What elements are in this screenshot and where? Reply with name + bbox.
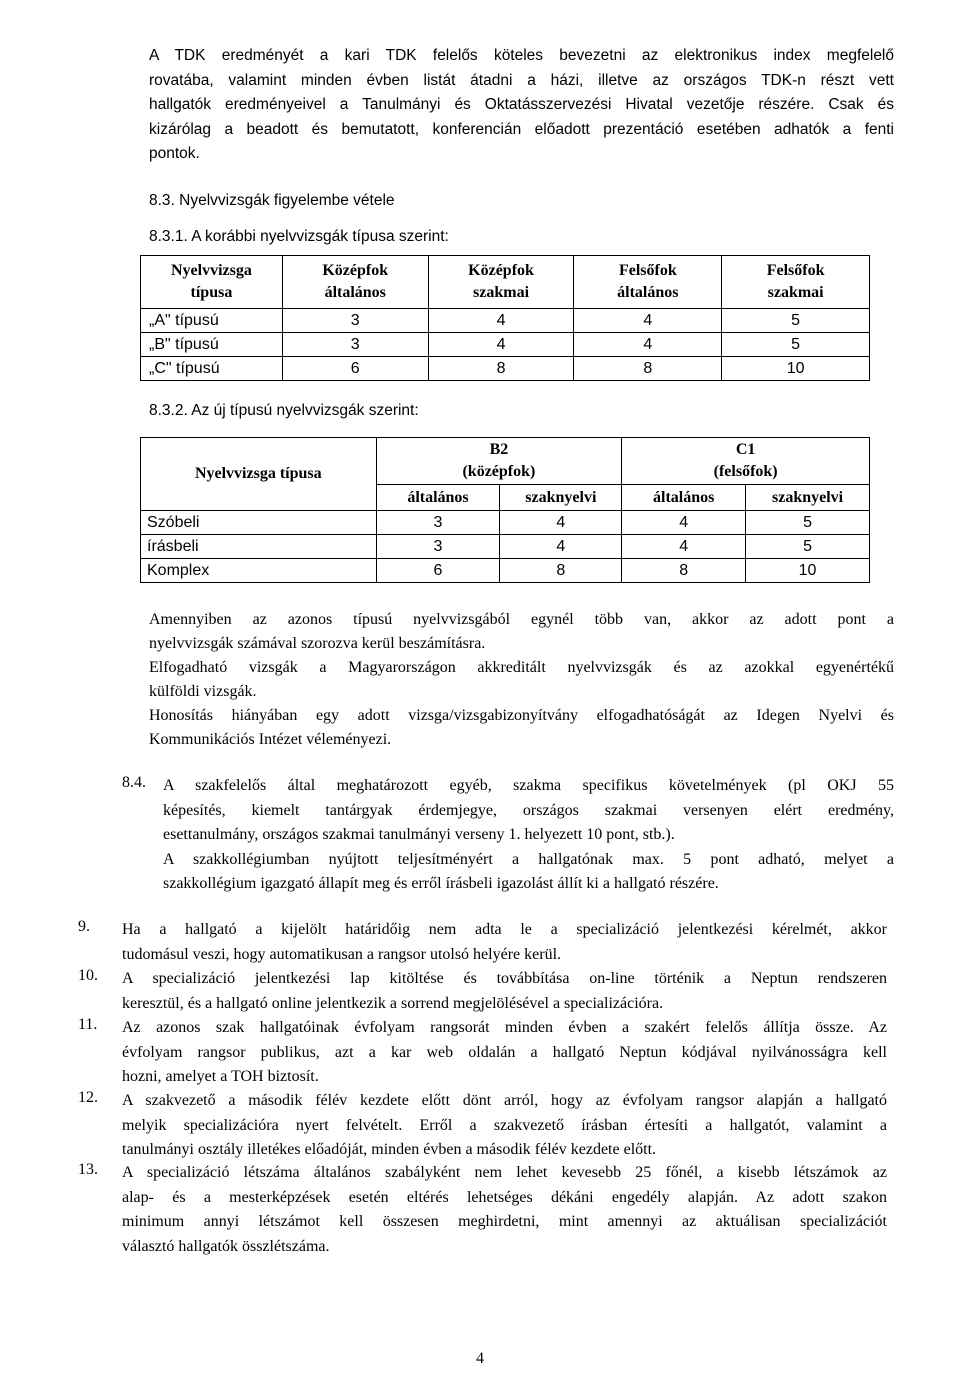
- subheader-cell: szaknyelvi: [500, 485, 622, 511]
- cell: 10: [746, 559, 870, 583]
- cell: 4: [622, 511, 746, 535]
- numbered-item: [122, 1016, 887, 1090]
- table-row: [141, 333, 870, 357]
- note-line: nyelvvizsgák számával szorozva kerül beszámításra.: [149, 635, 486, 652]
- section-8-3-2-heading: 8.3.2. Az új típusú nyelvvizsgák szerint:: [149, 402, 419, 419]
- cell: 8: [428, 357, 574, 381]
- cell: 8: [622, 559, 746, 583]
- table-row: [141, 511, 870, 535]
- cell: 4: [622, 535, 746, 559]
- note-line: Honosítás hiányában egy adott vizsga/vizsgabizonyítvány elfogadhatóságát az Idegen Nyelvi és: [149, 707, 894, 724]
- section-8-4-line: szakkollégium igazgató állapít meg és erről írásbeli igazolást állít ki a hallgató részére.: [163, 875, 719, 892]
- cell: 8: [500, 559, 622, 583]
- cell: 5: [746, 535, 870, 559]
- item-line: A szakvezető a második félév kezdete előtt dönt arról, hogy az évfolyam rangsor alapján a hallgató: [122, 1092, 887, 1109]
- item-line: tanulmányi osztály illetékes előadóját, minden évben a második félév kezdete előtt.: [122, 1141, 657, 1158]
- section-8-4-text: [163, 774, 894, 897]
- row-label: „C" típusú: [141, 357, 283, 381]
- item-number: 9.: [78, 918, 90, 935]
- row-label: Komplex: [141, 559, 377, 583]
- numbered-item: [122, 918, 887, 967]
- group-header-c1: C1 (felsőfok): [622, 438, 870, 485]
- header-cell: Felsőfok szakmai: [722, 256, 870, 309]
- item-line: Ha a hallgató a kijelölt határidőig nem adta le a specializáció jelentkezési kérelmét, akkor: [122, 921, 887, 938]
- item-number: 11.: [78, 1016, 98, 1033]
- table-header-row: [141, 256, 870, 309]
- numbered-item: [122, 1089, 887, 1163]
- numbered-item: [122, 1161, 887, 1259]
- section-8-3-1-heading: 8.3.1. A korábbi nyelvvizsgák típusa szerint:: [149, 228, 449, 245]
- row-label: Szóbeli: [141, 511, 377, 535]
- item-line: választó hallgatók összlétszáma.: [122, 1237, 330, 1255]
- item-line: keresztül, és a hallgató online jelentkezik a sorrend megjelölésével a specializációra.: [122, 994, 664, 1012]
- notes-block: [149, 608, 894, 752]
- item-line: A specializáció létszáma általános szabályként nem lehet kevesebb 25 főnél, a kisebb létszámok az: [122, 1164, 887, 1181]
- header-cell: Középfok szakmai: [428, 256, 574, 309]
- item-line: hozni, amelyet a TOH biztosít.: [122, 1068, 319, 1085]
- section-8-4-line: képesítés, kiemelt tantárgyak érdemjegye, országos szakmai versenyen elért eredmény,: [163, 801, 894, 819]
- cell: 4: [574, 309, 722, 333]
- cell: 4: [428, 309, 574, 333]
- group-header-b2: B2 (középfok): [376, 438, 622, 485]
- item-line: Az azonos szak hallgatóinak évfolyam rangsorát minden évben a szakért felelős állítja össze. Az: [122, 1019, 887, 1036]
- row-label: „A" típusú: [141, 309, 283, 333]
- cell: 3: [376, 535, 500, 559]
- note-line: Elfogadható vizsgák a Magyarországon akkreditált nyelvvizsgák és az azokkal egyenértékű: [149, 659, 894, 676]
- item-line: melyik specializációra nyert felvételt. Erről a szakvezető írásban értesíti a hallgatót, valamint a: [122, 1116, 887, 1134]
- cell: 10: [722, 357, 870, 381]
- section-8-4-line: A szakkollégiumban nyújtott teljesítményért a hallgatónak max. 5 pont adható, melyet a: [163, 850, 894, 868]
- cell: 5: [722, 333, 870, 357]
- row-label: írásbeli: [141, 535, 377, 559]
- old-language-exam-table: [140, 255, 870, 381]
- cell: 6: [282, 357, 428, 381]
- table-row: [141, 535, 870, 559]
- header-cell: Középfok általános: [282, 256, 428, 309]
- numbered-item: [122, 967, 887, 1016]
- corner-header: Nyelvvizsga típusa: [141, 438, 377, 511]
- note-line: Amennyiben az azonos típusú nyelvvizsgából egynél több van, akkor az adott pont a: [149, 611, 894, 628]
- item-line: évfolyam rangsor publikus, azt a kar web oldalán a hallgató Neptun kódjával nyilvánosságra kell: [122, 1043, 887, 1061]
- cell: 6: [376, 559, 500, 583]
- table-row: [141, 357, 870, 381]
- cell: 3: [282, 309, 428, 333]
- header-cell: Felsőfok általános: [574, 256, 722, 309]
- section-8-4-number: 8.4.: [122, 774, 146, 791]
- section-8-4-line: A szakfelelős által meghatározott egyéb, szakma specifikus követelmények (pl OKJ 55: [163, 777, 894, 794]
- cell: 5: [722, 309, 870, 333]
- item-number: 13.: [78, 1161, 98, 1178]
- item-number: 10.: [78, 967, 98, 984]
- cell: 3: [282, 333, 428, 357]
- section-8-4-line: esettanulmány, országos szakmai tanulmányi verseny 1. helyezett 10 pont, stb.).: [163, 826, 675, 843]
- cell: 4: [574, 333, 722, 357]
- intro-line: pontok.: [149, 145, 200, 162]
- intro-line: hallgatók eredményeivel a Tanulmányi és Oktatásszervezési Hivatal vezetője részére. Csak és: [149, 96, 894, 113]
- subheader-cell: szaknyelvi: [746, 485, 870, 511]
- intro-line: A TDK eredményét a kari TDK felelős köteles bevezetni az elektronikus index megfelelő: [149, 47, 894, 64]
- table-header-row: [141, 438, 870, 485]
- section-8-3-heading: 8.3. Nyelvvizsgák figyelembe vétele: [149, 192, 395, 209]
- row-label: „B" típusú: [141, 333, 283, 357]
- item-line: alap- és a mesterképzések esetén eltérés lehetséges dékáni engedély alapján. Az adott szakon: [122, 1188, 887, 1206]
- item-number: 12.: [78, 1089, 98, 1106]
- header-cell: Nyelvvizsga típusa: [141, 256, 283, 309]
- item-line: A specializáció jelentkezési lap kitöltése és továbbítása on-line történik a Neptun rendszeren: [122, 970, 887, 987]
- note-line: Kommunikációs Intézet véleményezi.: [149, 731, 392, 748]
- cell: 8: [574, 357, 722, 381]
- item-line: minimum annyi létszámot kell összesen meghirdetni, mint amennyi az aktuálisan specializációt: [122, 1213, 887, 1230]
- intro-line: kizárólag a beadott és bemutatott, konferencián előadott prezentáció esetében adhatók a fenti: [149, 120, 894, 138]
- note-line: külföldi vizsgák.: [149, 683, 257, 700]
- cell: 4: [500, 535, 622, 559]
- cell: 4: [428, 333, 574, 357]
- subheader-cell: általános: [376, 485, 500, 511]
- intro-line: rovatába, valamint minden évben listát átadni a házi, illetve az országos TDK-n részt vett: [149, 71, 894, 89]
- table-row: [141, 309, 870, 333]
- table-row: [141, 559, 870, 583]
- subheader-cell: általános: [622, 485, 746, 511]
- page-number: 4: [476, 1350, 484, 1367]
- cell: 4: [500, 511, 622, 535]
- cell: 5: [746, 511, 870, 535]
- cell: 3: [376, 511, 500, 535]
- intro-paragraph: [149, 44, 894, 167]
- item-line: tudomásul veszi, hogy automatikusan a rangsor utolsó helyére kerül.: [122, 945, 562, 963]
- new-language-exam-table: [140, 437, 870, 583]
